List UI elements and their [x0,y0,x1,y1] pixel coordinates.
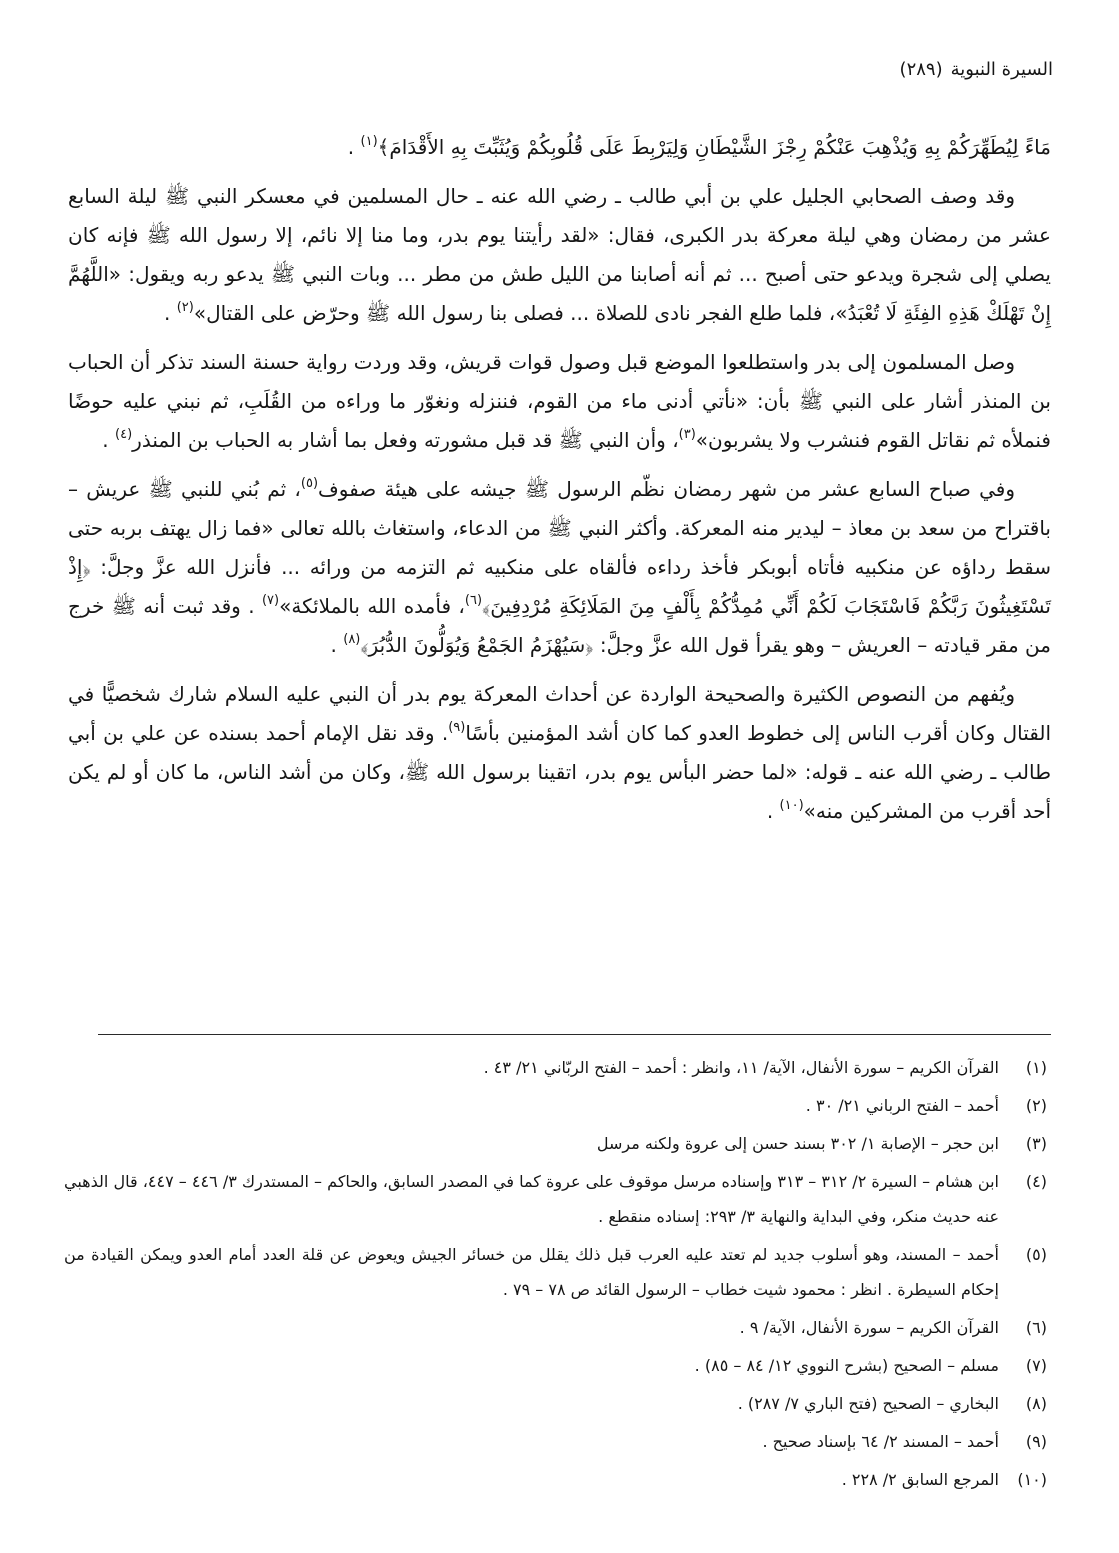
footnote-ref-3: (٣) [678,427,696,442]
paragraph-text: . [347,135,361,159]
page-number: (٢٨٩) [899,59,943,80]
paragraph-text: . وقد نقل الإمام أحمد بسنده عن علي بن أبي طالب ـ رضي الله عنه ـ قوله: «لما حضر البأس يوم بدر، اتقينا برسول الله ﷺ، وكان من أشد الناس، ما كان أو لم يكن أحد أقرب من المشركين منه» [68,721,1051,823]
footnote-number: (٦) [1025,1318,1047,1337]
footnote-number: (١) [1025,1058,1047,1077]
paragraph-text: . [102,428,116,452]
paragraph-text: ، وأن النبي ﷺ قد قبل مشورته وفعل بما أشار به الحباب بن المنذر [132,428,679,452]
footnote-6 [64,1310,1047,1345]
verse-continuation-paragraph [68,128,1051,167]
footnote-ref-7: (٧) [261,593,280,608]
footnote-number: (٧) [1025,1356,1047,1375]
footnote-10 [64,1462,1047,1497]
footnote-number: (٨) [1025,1394,1047,1413]
footnote-number: (٥) [1025,1245,1047,1264]
footnote-9 [64,1424,1047,1459]
paragraph-text: ، فأمده الله بالملائكة» [279,594,465,618]
paragraph-prophet-in-combat [68,675,1051,831]
footnote-text: ابن حجر – الإصابة ١/ ٣٠٢ بسند حسن إلى عروة ولكنه مرسل [596,1134,999,1153]
paragraph-text: . وقد ثبت أنه ﷺ خرج من مقر قيادته – العريش – وهو يقرأ قول الله عزَّ وجلَّ: ﴿سَيُهْزَمُ الجَمْعُ وَيُوَلُّونَ الدُّبُرَ﴾ [68,594,1051,657]
running-header [900,56,1053,84]
footnote-5 [64,1237,1047,1307]
paragraph-text: وقد وصف الصحابي الجليل علي بن أبي طالب ـ رضي الله عنه ـ حال المسلمين في معسكر النبي ﷺ ليلة السابع عشر من رمضان وهي ليلة معركة بدر الكبرى، فقال: «لقد رأيتنا يوم بدر، وما منا إلا نائم، إلا رسول الله ﷺ فإنه كان يصلي إلى شجرة ويدعو حتى أصبح ... ثم أنه أصابنا من الليل طش من مطر ... وبات النبي ﷺ يدعو ربه ويقول: «اللَّهُمَّ إِنْ تَهْلَكْ هَذِهِ الفِئَةِ لَا تُعْبَدُ»، فلما طلع الفجر نادى للصلاة ... فصلى بنا رسول الله ﷺ وحرّض على القتال» [68,184,1051,325]
footnote-ref-4: (٤) [115,427,133,442]
footnote-7 [64,1348,1047,1383]
paragraph-text: . [766,799,780,823]
footnote-number: (٩) [1025,1432,1047,1451]
footnote-text: ابن هشام – السيرة ٢/ ٣١٢ – ٣١٣ وإسناده مرسل موقوف على عروة كما في المصدر السابق، والحاكم – المستدرك ٣/ ٤٤٦ – ٤٤٧، قال الذهبي عنه حديث منكر، وفي البداية والنهاية ٣/ ٢٩٣: إسناده منقطع . [64,1172,999,1226]
paragraph-text: . [164,301,177,325]
footnote-ref-2: (٢) [176,300,194,315]
running-title: السيرة النبوية [950,59,1053,80]
footnote-text: مسلم – الصحيح (بشرح النووي ١٢/ ٨٤ – ٨٥) . [694,1356,999,1375]
paragraph-text: . [330,633,344,657]
main-text [68,128,1051,841]
footnote-text: أحمد – الفتح الرباني ٢١/ ٣٠ . [805,1096,999,1115]
footnote-1 [64,1050,1047,1085]
footnote-ref-8: (٨) [343,632,361,647]
footnote-ref-1: (١) [360,134,378,149]
footnote-number: (٣) [1025,1134,1047,1153]
footnote-ref-9: (٩) [448,720,466,735]
footnote-text: المرجع السابق ٢/ ٢٢٨ . [841,1470,999,1489]
footnote-text: أحمد – المسند، وهو أسلوب جديد لم تعتد عليه العرب قبل ذلك يقلل من خسائر الجيش ويعوض عن قلة العدد أمام العدو ويمكن القيادة من إحكام السيطرة . انظر : محمود شيت خطاب – الرسول القائد ص ٧٨ – ٧٩ . [64,1245,999,1299]
paragraph-ali-description [68,177,1051,333]
footnote-2 [64,1088,1047,1123]
paragraph-text: ، ثم بُني للنبي ﷺ عريش – باقتراح من سعد بن معاذ – ليدير منه المعركة. وأكثر النبي ﷺ من الدعاء، واستغاث بالله تعالى «فما زال يهتف بربه حتى سقط رداؤه عن منكبيه فأتاه أبوبكر فأخذ رداءه فألقاه على منكبيه ثم التزمه من ورائه ... فأنزل الله عزَّ وجلَّ: ﴿إِذْ تَسْتَغِيثُونَ رَبَّكُمْ فَاسْتَجَابَ لَكُمْ أَنِّي مُمِدُّكُمْ بِأَلْفٍ مِنَ المَلَائِكَةِ مُرْدِفِينَ﴾ [68,477,1051,618]
paragraph-text: ويُفهم من النصوص الكثيرة والصحيحة الواردة عن أحداث المعركة يوم بدر أن النبي عليه السلام شارك شخصيًّا في القتال وكان أقرب الناس إلى خطوط العدو كما كان أشد المؤمنين بأسًا [68,682,1051,745]
footnote-text: القرآن الكريم – سورة الأنفال، الآية/ ٩ . [739,1318,999,1337]
footnote-text: القرآن الكريم – سورة الأنفال، الآية/ ١١، وانظر : أحمد – الفتح الربّاني ٢١/ ٤٣ . [483,1058,999,1077]
footnote-ref-5: (٥) [300,476,319,491]
footnote-separator [98,1034,1051,1035]
footnote-number: (٢) [1025,1096,1047,1115]
footnote-4 [64,1164,1047,1234]
footnote-number: (٤) [1025,1172,1047,1191]
footnote-number: (١٠) [1017,1470,1047,1489]
paragraph-battle-morning [68,470,1051,665]
footnote-ref-10: (١٠) [779,798,804,813]
footnote-ref-6: (٦) [464,593,483,608]
footnotes [64,1050,1047,1500]
footnote-text: أحمد – المسند ٢/ ٦٤ بإسناد صحيح . [762,1432,999,1451]
paragraph-text: وصل المسلمون إلى بدر واستطلعوا الموضع قبل وصول قوات قريش، وقد وردت رواية حسنة السند تذكر أن الحباب بن المنذر أشار على النبي ﷺ بأن: «نأتي أدنى ماء من القوم، فننزله ونغوّر ما وراءه من القُلَبِ، ثم نبني عليه حوضًا فنملأه ثم نقاتل القوم فنشرب ولا يشربون» [68,350,1051,452]
footnote-text: البخاري – الصحيح (فتح الباري ٧/ ٢٨٧) . [737,1394,999,1413]
footnote-3 [64,1126,1047,1161]
paragraph-arrival-at-badr [68,343,1051,460]
verse-text: مَاءً لِيُطَهِّرَكُمْ بِهِ وَيُذْهِبَ عَنْكُمْ رِجْزَ الشَّيْطَانِ وَلِيَرْبِطَ عَلَى قُلُوبِكُمْ وَيُثَبِّتَ بِهِ الأَقْدَامَ﴾ [377,135,1051,159]
footnote-8 [64,1386,1047,1421]
paragraph-text: وفي صباح السابع عشر من شهر رمضان نظّم الرسول ﷺ جيشه على هيئة صفوف [318,477,1015,501]
